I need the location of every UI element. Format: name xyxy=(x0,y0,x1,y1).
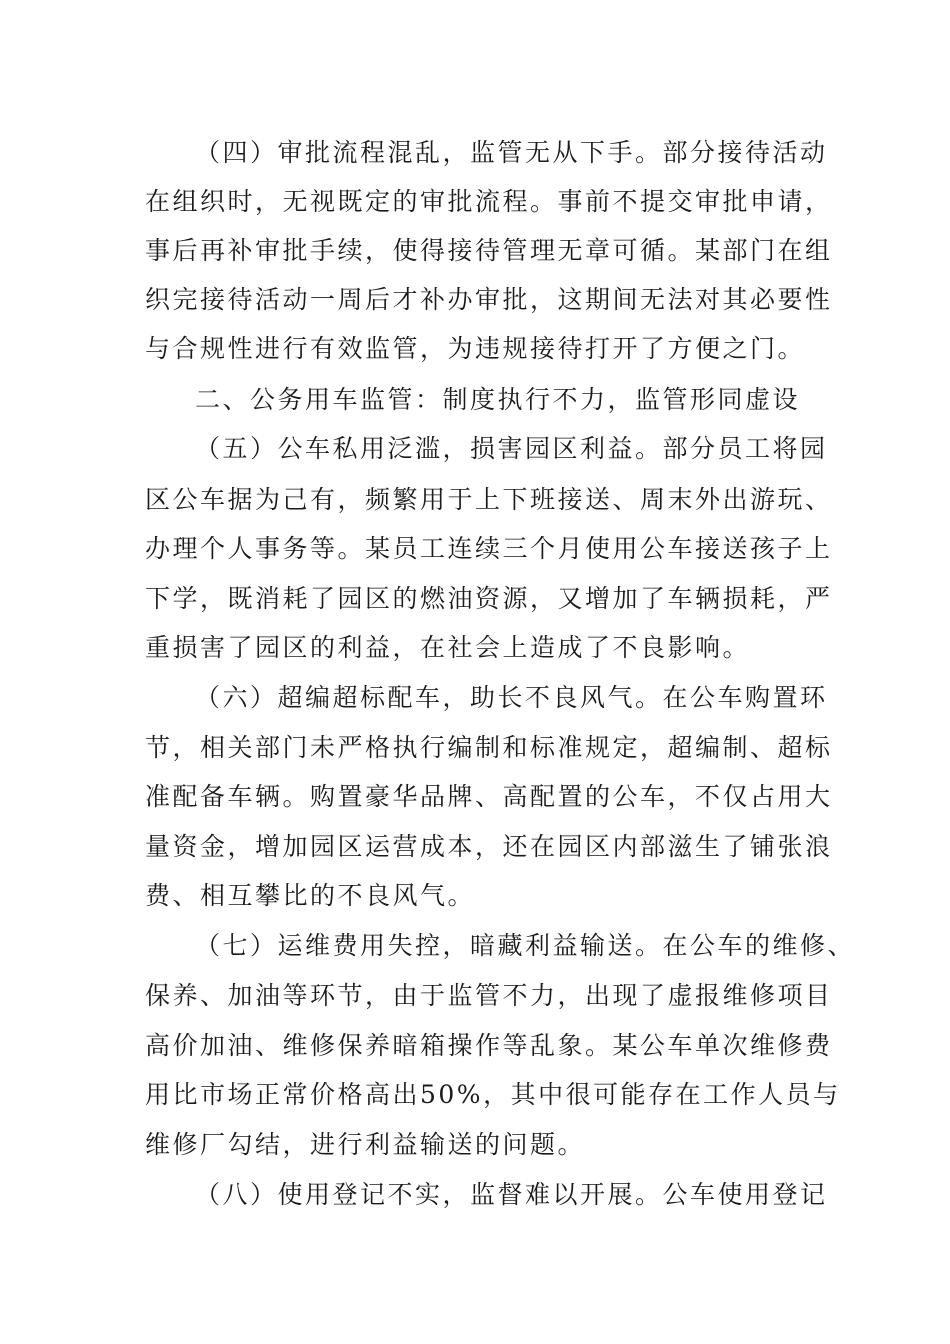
paragraph-7-line-5: 维修厂勾结，进行利益输送的问题。 xyxy=(145,1130,586,1159)
paragraph-5-line-1: （五）公车私用泛滥，损害园区利益。部分员工将园 xyxy=(195,434,828,463)
paragraph-6-line-3: 准配备车辆。购置豪华品牌、高配置的公车，不仅占用大 xyxy=(145,782,833,811)
paragraph-6-line-4: 量资金，增加园区运营成本，还在园区内部滋生了铺张浪 xyxy=(145,832,833,861)
paragraph-7-line-1: （七）运维费用失控，暗藏利益输送。在公车的维修、 xyxy=(195,931,856,960)
paragraph-5-line-2: 区公车据为己有，频繁用于上下班接送、周末外出游玩、 xyxy=(145,485,833,514)
paragraph-5-line-5: 重损害了园区的利益，在社会上造成了不良影响。 xyxy=(145,633,751,662)
paragraph-4-line-5: 与合规性进行有效监管，为违规接待打开了方便之门。 xyxy=(145,334,806,363)
paragraph-6-line-1: （六）超编超标配车，助长不良风气。在公车购置环 xyxy=(195,683,828,712)
paragraph-5-line-4: 下学，既消耗了园区的燃油资源，又增加了车辆损耗，严 xyxy=(145,584,833,613)
paragraph-6-line-5: 费、相互攀比的不良风气。 xyxy=(145,881,476,910)
paragraph-4-line-1: （四）审批流程混乱，监管无从下手。部分接待活动 xyxy=(195,138,828,167)
paragraph-6-line-2: 节，相关部门未严格执行编制和标准规定，超编制、超标 xyxy=(145,733,833,762)
paragraph-7-line-4: 用比市场正常价格高出50%，其中很可能存在工作人员与 xyxy=(145,1080,841,1109)
paragraph-5-line-3: 办理个人事务等。某员工连续三个月使用公车接送孩子上 xyxy=(145,534,833,563)
paragraph-7-line-3: 高价加油、维修保养暗箱操作等乱象。某公车单次维修费 xyxy=(145,1031,833,1060)
paragraph-4-line-2: 在组织时，无视既定的审批流程。事前不提交审批申请， xyxy=(145,187,833,216)
paragraph-4-line-4: 织完接待活动一周后才补办审批，这期间无法对其必要性 xyxy=(145,285,833,314)
paragraph-4-line-3: 事后再补审批手续，使得接待管理无章可循。某部门在组 xyxy=(145,236,833,265)
paragraph-8-line-1: （八）使用登记不实，监督难以开展。公车使用登记 xyxy=(195,1180,828,1209)
paragraph-7-line-2: 保养、加油等环节，由于监管不力，出现了虚报维修项目 xyxy=(145,981,833,1010)
section-heading-2: 二、公务用车监管：制度执行不力，监管形同虚设 xyxy=(195,385,801,414)
